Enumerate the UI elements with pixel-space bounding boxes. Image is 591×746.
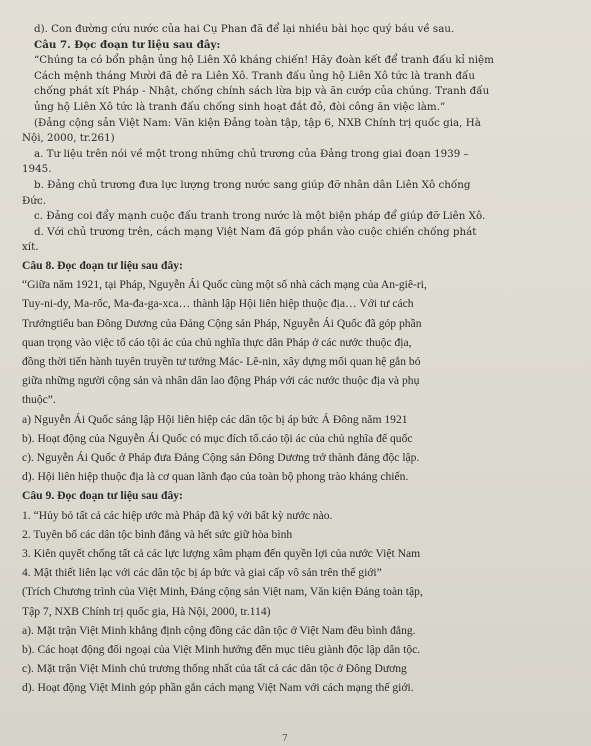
- text-line: ủng hộ Liên Xô tức là tranh đấu chống sinh hoạt đắt đỏ, đòi công ăn việc làm.”: [34, 100, 446, 113]
- text-line: chống phát xít Pháp - Nhật, chống chính sách lừa bịp và ăn cướp của chúng. Tranh đấu: [34, 85, 490, 98]
- text-line: “Chúng ta có bổn phận ủng hộ Liên Xô kháng chiến! Hãy đoàn kết để tranh đấu kỉ niệm: [34, 54, 494, 67]
- text-line: c). Nguyễn Ái Quốc ở Pháp đưa Đảng Cộng sản Đông Dương trở thành đảng độc lập.: [22, 450, 420, 464]
- question-heading: Câu 7. Đọc đoạn tư liệu sau đây:: [34, 38, 221, 51]
- text-line: quan trọng vào việc tố cáo tội ác của chủ nghĩa thực dân Pháp ở các nước thuộc địa,: [22, 335, 412, 349]
- text-line: b). Hoạt động của Nguyễn Ái Quốc có mục đích tố.cáo tội ác của chủ nghĩa đế quốc: [22, 431, 413, 445]
- text-line: Trưởngtiểu ban Đông Dương của Đảng Cộng sản Pháp, Nguyễn Ái Quốc đã góp phần: [22, 316, 422, 330]
- text-line: đồng thời tiến hành tuyên truyền tư tưởng Mác- Lê-nin, xây dựng mối quan hệ gắn bó: [22, 354, 421, 368]
- question-heading: Câu 8. Đọc đoạn tư liệu sau đây:: [22, 258, 183, 272]
- text-line: Cách mệnh tháng Mười đã đẻ ra Liên Xô. Tranh đấu ủng hộ Liên Xô tức là tranh đấu: [34, 69, 475, 82]
- text-line: Tuy-ni-dy, Ma-rốc, Ma-đa-ga-xca… thành lập Hội liên hiệp thuộc địa… Với tư cách: [22, 297, 414, 311]
- text-line: a). Mặt trận Việt Minh khẳng định cộng đồng các dân tộc ở Việt Nam đều bình đẳng.: [22, 623, 416, 637]
- page-number: 7: [282, 734, 288, 744]
- text-line: d). Hoạt động Việt Minh góp phần gắn cách mạng Việt Nam với cách mạng thế giới.: [22, 681, 414, 695]
- text-line: thuộc”.: [22, 393, 56, 407]
- text-line: d). Hội liên hiệp thuộc địa là cơ quan lãnh đạo của toàn bộ phong trào kháng chiến.: [22, 470, 409, 484]
- text-line: giữa những người cộng sản và nhân dân lao động Pháp với các nước thuộc địa và phụ: [22, 374, 420, 388]
- text-line: c). Mặt trận Việt Minh chủ trương thống nhất của tất cả các dân tộc ở Đông Dương: [22, 662, 407, 676]
- text-line: Đức.: [22, 194, 46, 207]
- question-heading: Câu 9. Đọc đoạn tư liệu sau đây:: [22, 489, 183, 503]
- text-line: 4. Mật thiết liên lạc với các dân tộc bị áp bức và giai cấp vô sản trên thế giới”: [22, 566, 382, 580]
- text-line: (Trích Chương trình của Việt Minh, Đảng cộng sản Việt nam, Văn kiện Đảng toàn tập,: [22, 585, 423, 599]
- text-line: b. Đảng chủ trương đưa lực lượng trong nước sang giúp đỡ nhân dân Liên Xô chống: [34, 178, 471, 191]
- text-line: xít.: [22, 241, 39, 254]
- text-line: d). Con đường cứu nước của hai Cụ Phan đã để lại nhiều bài học quý báu về sau.: [34, 23, 455, 35]
- text-line: c. Đảng coi đẩy mạnh cuộc đấu tranh trong nước là một biện pháp để giúp đỡ Liên Xô.: [34, 210, 486, 223]
- text-line: 2. Tuyên bố các dân tộc bình đẳng và hết sức giữ hòa bình: [22, 527, 293, 541]
- section-upper: [22, 22, 579, 256]
- text-line: Nội, 2000, tr.261): [22, 132, 115, 145]
- text-line: “Giữa năm 1921, tại Pháp, Nguyễn Ái Quốc cùng một số nhà cách mạng của An-giê-ri,: [22, 278, 427, 292]
- section-lower: [22, 256, 579, 698]
- text-line: a) Nguyễn Ái Quốc sáng lập Hội liên hiệp các dân tộc bị áp bức Á Đông năm 1921: [22, 412, 408, 426]
- text-line: b). Các hoạt động đối ngoại của Việt Minh hướng đến mục tiêu giành độc lập dân tộc.: [22, 642, 421, 656]
- text-line: 1. “Hủy bỏ tất cả các hiệp ước mà Pháp đã ký với bất kỳ nước nào.: [22, 508, 333, 522]
- text-line: 3. Kiên quyết chống tất cả các lực lượng xâm phạm đến quyền lợi của nước Việt Nam: [22, 546, 421, 560]
- text-line: (Đảng cộng sản Việt Nam: Văn kiện Đảng toàn tập, tập 6, NXB Chính trị quốc gia, Hà: [34, 116, 481, 129]
- text-line: Tập 7, NXB Chính trị quốc gia, Hà Nội, 2000, tr.114): [22, 604, 271, 618]
- text-line: 1945.: [22, 163, 52, 176]
- text-line: d. Với chủ trương trên, cách mạng Việt Nam đã góp phần vào cuộc chiến chống phát: [34, 225, 477, 238]
- text-line: a. Tư liệu trên nói về một trong những chủ trương của Đảng trong giai đoạn 1939 –: [34, 147, 469, 160]
